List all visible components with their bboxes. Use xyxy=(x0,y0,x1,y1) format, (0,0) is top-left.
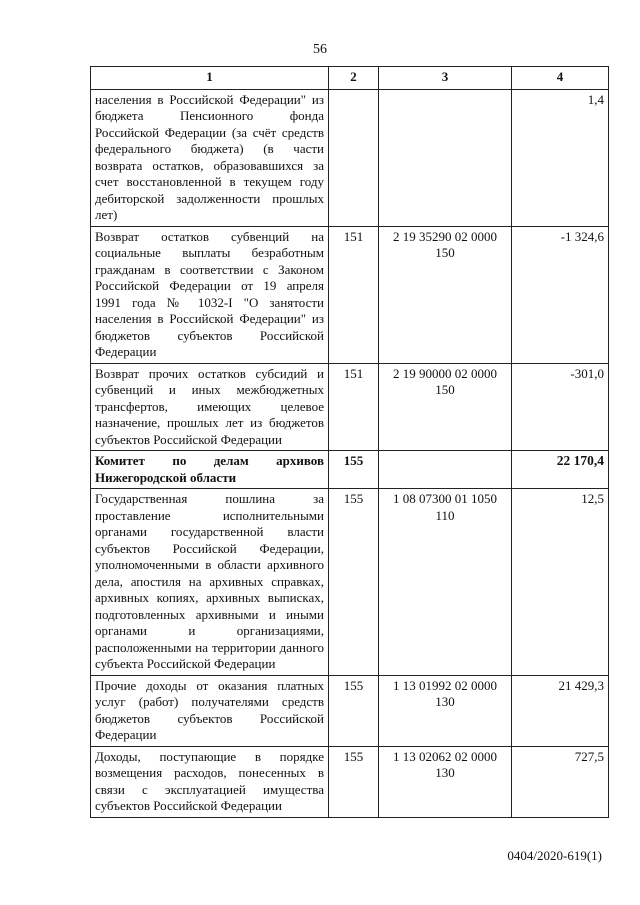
row-amount: 21 429,3 xyxy=(512,675,609,746)
column-header-code: 3 xyxy=(379,67,512,90)
column-header-admin: 2 xyxy=(329,67,379,90)
row-budget-code: 1 13 01992 02 0000 130 xyxy=(379,675,512,746)
row-admin-code: 151 xyxy=(329,226,379,363)
table-row xyxy=(91,89,609,226)
row-budget-code: 2 19 90000 02 0000 150 xyxy=(379,363,512,451)
row-admin-code: 155 xyxy=(329,489,379,676)
table-row xyxy=(91,363,609,451)
row-amount: 22 170,4 xyxy=(512,451,609,489)
row-name: Государственная пошлина за проставление исполнительными органами государственной власти субъектов Российской Федерации, уполномоченными в области архивного дела, апостиля на архивных справках, архивных копиях, архивных выписках, подготовленных архивными и иными органами и организациями, расположенными на территории данного субъекта Российской Федерации xyxy=(91,489,329,676)
table-row xyxy=(91,675,609,746)
row-amount: 1,4 xyxy=(512,89,609,226)
row-budget-code xyxy=(379,451,512,489)
row-admin-code: 151 xyxy=(329,363,379,451)
revenue-table xyxy=(90,66,609,818)
row-name: Возврат прочих остатков субсидий и субвенций и иных межбюджетных трансфертов, имеющих целевое назначение, прошлых лет из бюджетов субъектов Российской Федерации xyxy=(91,363,329,451)
row-budget-code: 1 08 07300 01 1050 110 xyxy=(379,489,512,676)
row-amount: 12,5 xyxy=(512,489,609,676)
row-admin-code: 155 xyxy=(329,746,379,817)
row-name: Возврат остатков субвенций на социальные выплаты безработным гражданам в соответствии с Законом Российской Федерации от 19 апреля 1991 года № 1032-I "О занятости населения в Российской Федерации" из бюджетов субъектов Российской Федерации xyxy=(91,226,329,363)
document-number: 0404/2020-619(1) xyxy=(507,848,602,863)
column-header-amount: 4 xyxy=(512,67,609,90)
row-name: Прочие доходы от оказания платных услуг (работ) получателями средств бюджетов субъектов Российской Федерации xyxy=(91,675,329,746)
row-amount: -1 324,6 xyxy=(512,226,609,363)
row-budget-code xyxy=(379,89,512,226)
table-header-row xyxy=(91,67,609,90)
row-admin-code: 155 xyxy=(329,675,379,746)
row-admin-code: 155 xyxy=(329,451,379,489)
table-row xyxy=(91,746,609,817)
row-name: Доходы, поступающие в порядке возмещения расходов, понесенных в связи с эксплуатацией имущества субъектов Российской Федерации xyxy=(91,746,329,817)
page-number: 56 xyxy=(313,42,327,57)
table-row xyxy=(91,226,609,363)
row-name: населения в Российской Федерации" из бюджета Пенсионного фонда Российской Федерации (за счёт средств федерального бюджета) (в части возврата остатков, образовавшихся за счет восстановленной в текущем году дебиторской задолженности прошлых лет) xyxy=(91,89,329,226)
table-row xyxy=(91,489,609,676)
column-header-name: 1 xyxy=(91,67,329,90)
row-budget-code: 1 13 02062 02 0000 130 xyxy=(379,746,512,817)
row-admin-code xyxy=(329,89,379,226)
table-row-section-header xyxy=(91,451,609,489)
row-budget-code: 2 19 35290 02 0000 150 xyxy=(379,226,512,363)
row-amount: -301,0 xyxy=(512,363,609,451)
row-name: Комитет по делам архивов Нижегородской области xyxy=(91,451,329,489)
row-amount: 727,5 xyxy=(512,746,609,817)
